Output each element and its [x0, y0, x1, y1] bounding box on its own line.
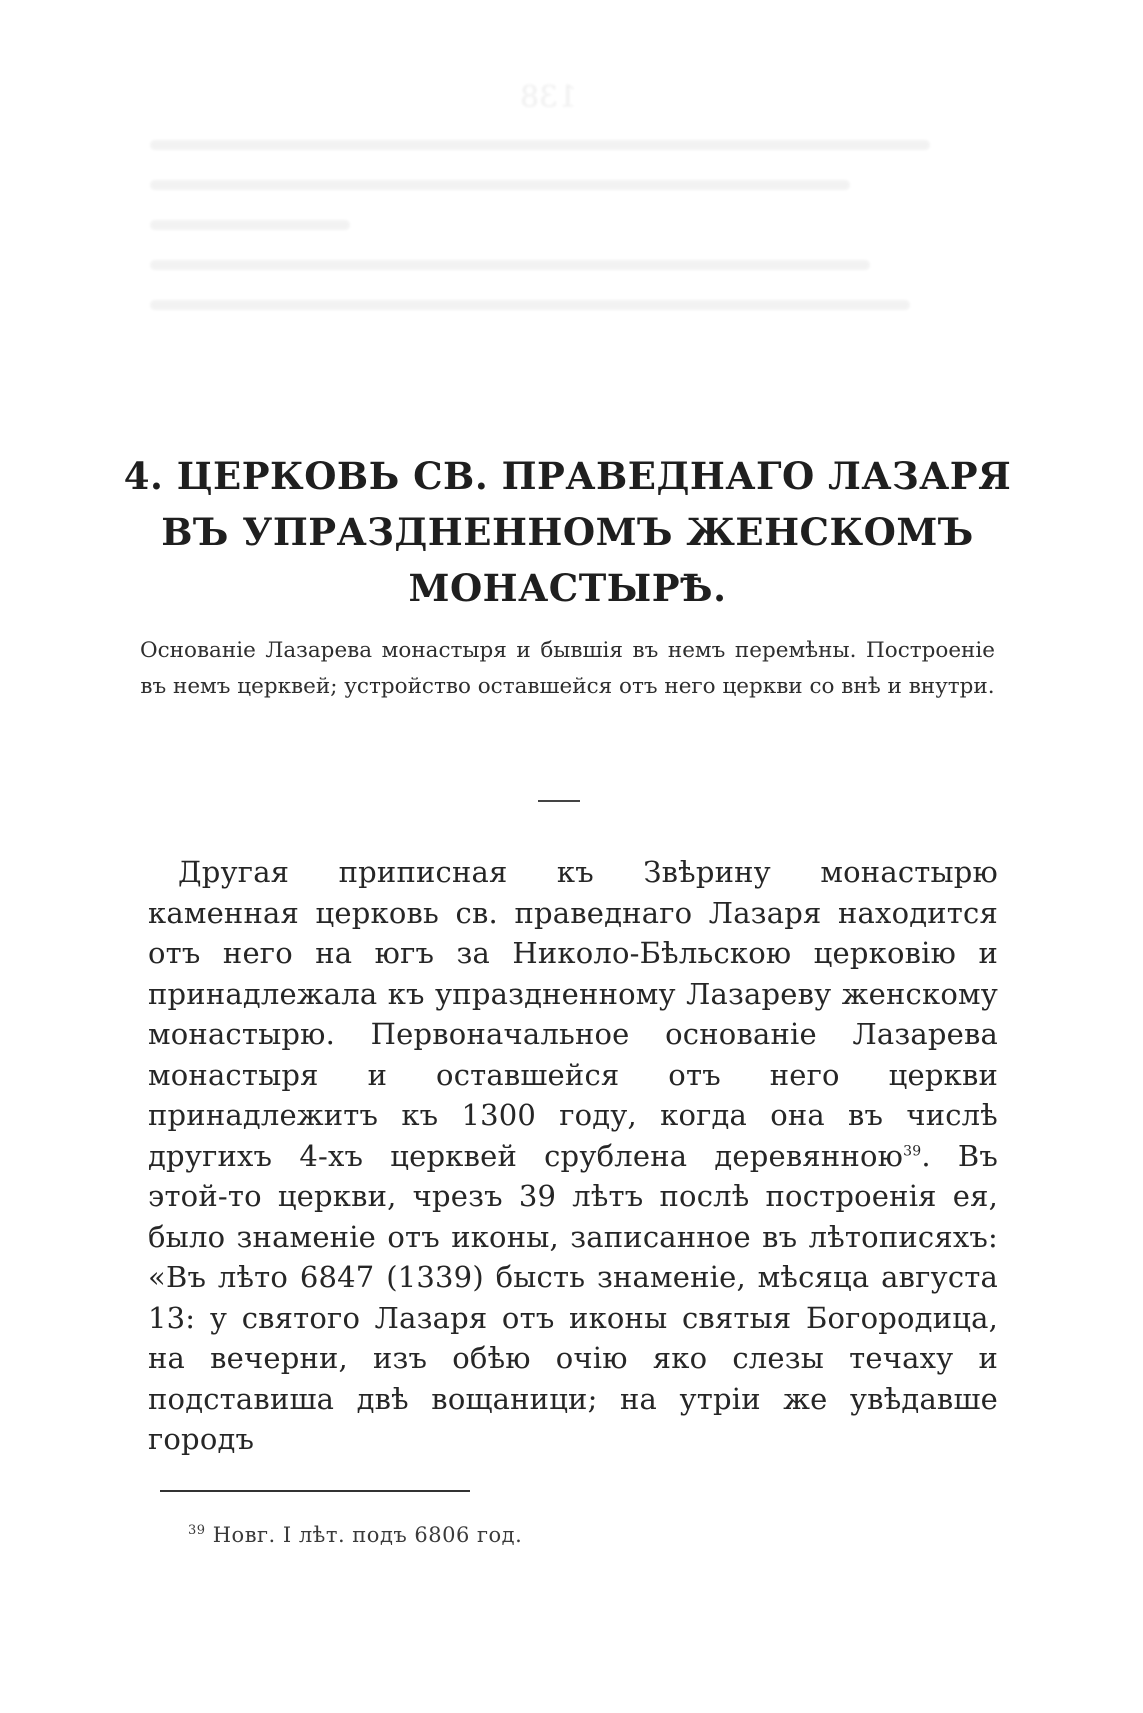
footnote-reference[interactable]: 39 [903, 1142, 922, 1159]
bleed-line [150, 180, 850, 190]
bleed-page-number: 138 [520, 80, 578, 115]
bleed-through [150, 80, 990, 380]
footnote-text: Новг. I лѣт. подъ 6806 год. [212, 1523, 523, 1547]
body-paragraph [148, 852, 998, 1460]
footnote-rule [160, 1490, 470, 1492]
section-divider [538, 800, 580, 802]
bleed-line [150, 260, 870, 270]
bleed-line [150, 300, 910, 310]
bleed-line [150, 140, 930, 150]
footnote [188, 1523, 522, 1547]
chapter-title: 4. ЦЕРКОВЬ СВ. ПРАВЕДНАГО ЛАЗАРЯ ВЪ УПРАЗДНЕННОМЪ ЖЕНСКОМЪ МОНАСТЫРѢ. [123, 454, 1012, 610]
chapter-summary: Основаніе Лазарева монастыря и бывшія въ немъ перемѣны. Построеніе въ немъ церквей; устройство оставшейся отъ него церкви со внѣ и внутри. [140, 638, 995, 699]
body-text-part1: Другая приписная къ Звѣрину монастырю каменная церковь св. праведнаго Лазаря находится отъ него на югъ за Николо-Бѣльскою церковію и принадлежала къ упраздненному Лазареву женскому монастырю. Первоначальное основаніе Лазарева монастыря и оставшейся отъ него церкви принадлежитъ къ 1300 году, когда она въ числѣ другихъ 4-хъ церквей срублена деревянною [148, 855, 998, 1173]
footnote-number: 39 [188, 1523, 206, 1538]
bleed-line [150, 220, 350, 230]
body-text-part2: . Въ этой-то церкви, чрезъ 39 лѣтъ послѣ построенія ея, было знаменіе отъ иконы, записанное въ лѣтописяхъ: «Въ лѣто 6847 (1339) бысть знаменіе, мѣсяца августа 13: у святого Лазаря отъ иконы святыя Богородица, на вечерни, изъ обѣю очію яко слезы течаху и подставиша двѣ вощаници; на утріи же увѣдавше городъ [148, 1138, 999, 1456]
